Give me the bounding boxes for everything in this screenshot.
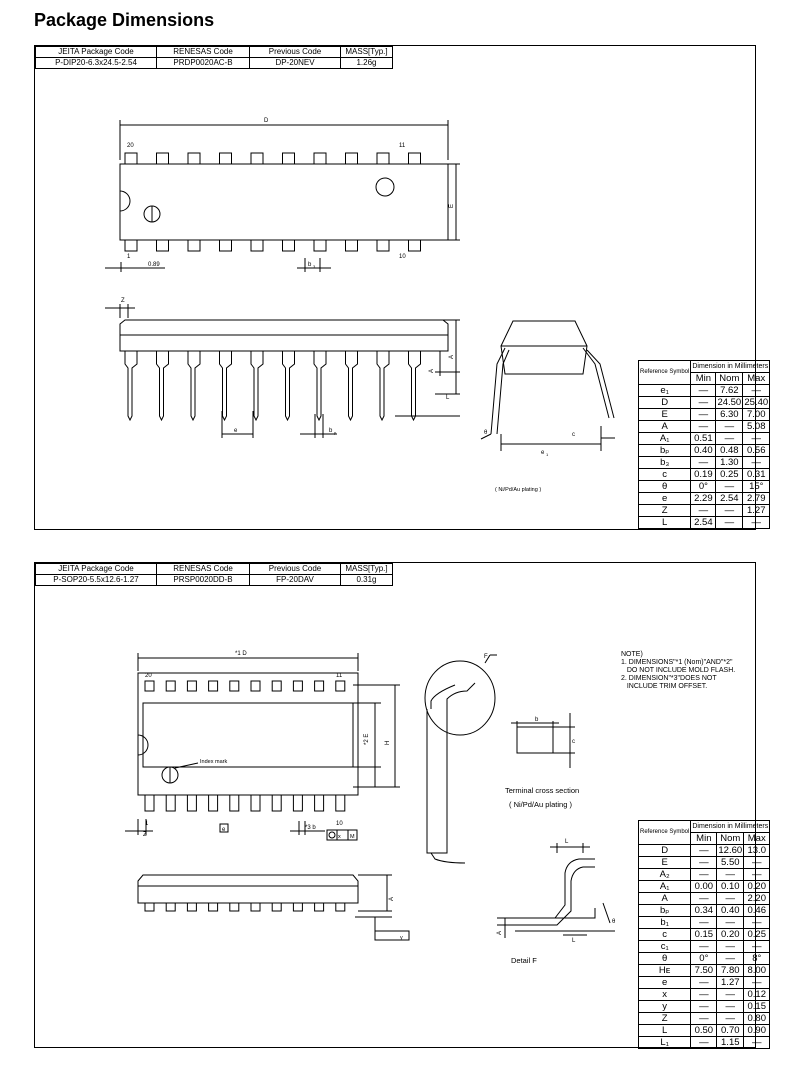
dip-dimension-table (638, 360, 770, 529)
dip-pin1-mark (376, 178, 394, 196)
value-cell: — (744, 941, 770, 953)
symbol-cell: A₂ (639, 869, 691, 881)
value-cell: 0.20 (717, 929, 744, 941)
symbol-cell: A₁ (639, 881, 691, 893)
table-max-header: Max (744, 833, 770, 845)
value-cell: 0.51 (691, 433, 716, 445)
value-cell: 0.20 (744, 881, 770, 893)
sop-pin-top (145, 681, 154, 691)
dip-pin-side (283, 351, 295, 420)
value-cell: 0° (691, 481, 716, 493)
table-row (639, 881, 770, 893)
value-cell: 0.70 (717, 1025, 744, 1037)
dip-pin-bottom (314, 240, 326, 251)
dim-label-A: A (389, 896, 395, 901)
symbol-cell: Z (639, 1013, 691, 1025)
dip-previous-code: DP-20NEV (250, 58, 341, 69)
symbol-cell: A (639, 893, 691, 905)
value-cell: 0.90 (744, 1025, 770, 1037)
sop-jeita-code: P-SOP20-5.5x12.6-1.27 (36, 575, 157, 586)
sop-pin-bottom (145, 795, 154, 811)
value-cell: — (717, 941, 744, 953)
table-min-header: Min (691, 833, 717, 845)
symbol-cell: θ (639, 953, 691, 965)
table-row (639, 869, 770, 881)
value-cell: — (691, 385, 716, 397)
sop-pin-bottom (251, 795, 260, 811)
dim-label-bp: *3 b (305, 825, 316, 831)
sop-pin-top (272, 681, 281, 691)
value-cell: 24.50 (717, 397, 742, 408)
dip-pin-side (125, 351, 137, 420)
value-cell: 5.08 (743, 421, 770, 433)
value-cell: 0.40 (717, 905, 744, 917)
dip-pin-top (125, 153, 137, 164)
table-row (639, 1001, 770, 1013)
value-cell: — (691, 977, 717, 989)
table-row (639, 977, 770, 989)
sop-pin-top (209, 681, 218, 691)
value-cell: — (717, 1013, 744, 1025)
sop-pin-bottom (272, 795, 281, 811)
value-cell: 2.54 (716, 493, 743, 505)
value-cell: — (691, 845, 717, 857)
dip-pin-top (188, 153, 200, 164)
value-cell: 0.19 (691, 469, 716, 481)
table-row (639, 409, 770, 421)
dip-top-body (120, 164, 448, 240)
table-row (639, 917, 770, 929)
value-cell: 0.50 (691, 1025, 717, 1037)
sop-pin-bottom (336, 795, 345, 811)
table-nom-header: Nom (716, 373, 743, 385)
sop-pin-side (209, 903, 218, 911)
sop-pin-top (293, 681, 302, 691)
table-row (639, 953, 770, 965)
value-cell: 13.0 (744, 845, 770, 857)
code-header-jeita: JEITA Package Code (36, 47, 157, 58)
table-ref-header: Reference Symbol (639, 821, 691, 845)
symbol-cell: c (639, 469, 691, 481)
pin-label-10: 10 (336, 821, 343, 827)
value-cell: — (691, 505, 716, 517)
value-cell: — (716, 433, 743, 445)
value-cell: 0° (691, 953, 717, 965)
dip-pin-bottom (125, 240, 137, 251)
value-cell: — (717, 917, 744, 929)
value-cell: — (691, 409, 716, 421)
code-header-previous: Previous Code (250, 47, 341, 58)
sop-pin-side (187, 903, 196, 911)
sop-pin-bottom (187, 795, 196, 811)
dip-pin-top (220, 153, 232, 164)
dip-pin-bottom (283, 240, 295, 251)
dim-label-L1: L (565, 839, 569, 845)
value-cell: 2.79 (743, 493, 770, 505)
dim-label-y: y (400, 935, 403, 941)
dip-pin-side (157, 351, 169, 420)
pin-label-20: 20 (145, 673, 152, 679)
value-cell: — (691, 857, 717, 869)
table-row (639, 893, 770, 905)
dim-label-Z: Z (143, 832, 147, 838)
dim-label-A1: A (497, 930, 503, 935)
value-cell: 25.40 (744, 397, 769, 408)
sop-pin-bottom (209, 795, 218, 811)
value-cell: — (691, 1001, 717, 1013)
value-cell: — (717, 1001, 744, 1013)
symbol-cell: L (639, 1025, 691, 1037)
value-cell: 0.25 (716, 469, 743, 481)
dip-pin-bottom (346, 240, 358, 251)
value-cell: 2.29 (691, 493, 716, 505)
table-row (639, 505, 770, 517)
dim-label-c1: c (572, 739, 575, 745)
sop-pin-side (272, 903, 281, 911)
table-row (639, 905, 770, 917)
value-cell: 1.27 (717, 977, 744, 989)
sop-mass: 0.31g (341, 575, 393, 586)
value-cell: — (743, 433, 770, 445)
value-cell: 0.48 (716, 445, 743, 457)
table-row (639, 493, 770, 505)
dip-pin-side (377, 351, 389, 420)
value-cell: — (743, 517, 770, 529)
value-cell: 2.20 (744, 893, 770, 905)
dim-label-e: e (234, 428, 238, 434)
dip-pin-bottom (188, 240, 200, 251)
dip-pin-side (314, 351, 326, 420)
table-nom-header: Nom (717, 833, 744, 845)
value-cell: — (717, 869, 744, 881)
value-cell: — (716, 517, 743, 529)
symbol-cell: bₚ (639, 905, 691, 917)
table-row (639, 1037, 770, 1049)
value-cell: 15° (743, 481, 770, 493)
value-cell: — (691, 917, 717, 929)
dim-label-E: *2 E (364, 733, 370, 745)
dim-label-L: L (446, 395, 450, 401)
table-min-header: Min (691, 373, 716, 385)
symbol-cell: L₁ (639, 1037, 691, 1049)
table-row (639, 397, 770, 409)
symbol-cell: E (639, 857, 691, 869)
sop-pin-side (251, 903, 260, 911)
symbol-cell: D (639, 845, 691, 857)
value-cell: 0.31 (743, 469, 770, 481)
value-cell: 6.30 (716, 409, 743, 421)
symbol-cell: c (639, 929, 691, 941)
dip-package-panel (34, 45, 769, 530)
value-cell: — (691, 869, 717, 881)
value-cell: — (717, 989, 744, 1001)
sop-previous-code: FP-20DAV (250, 575, 341, 586)
value-cell: — (716, 505, 743, 517)
symbol-cell: e₁ (639, 385, 691, 397)
pin-label-20: 20 (127, 143, 134, 149)
dip-mass: 1.26g (341, 58, 393, 69)
value-cell: — (717, 893, 744, 905)
sop-pin-side (145, 903, 154, 911)
pin-label-1: 1 (145, 821, 149, 827)
dip-renesas-code: PRDP0020AC-B (157, 58, 250, 69)
sop-dimension-table (638, 820, 770, 1049)
value-cell: 0.12 (744, 989, 770, 1001)
dim-label-M: M (350, 834, 355, 840)
symbol-cell: Z (639, 505, 691, 517)
dim-label-Z: Z (121, 298, 125, 304)
sop-pin-top (187, 681, 196, 691)
dim-label-e1: e (541, 450, 545, 456)
table-row (639, 941, 770, 953)
dip-pin-top (377, 153, 389, 164)
symbol-cell: E (639, 409, 691, 421)
detail-f-callout: F (484, 654, 488, 660)
value-cell: 7.62 (716, 385, 743, 397)
table-row (639, 421, 770, 433)
dip-pin-bottom (251, 240, 263, 251)
value-cell: — (744, 977, 770, 989)
sop-note: NOTE) 1. DIMENSIONS"*1 (Nom)"AND"*2" DO NOT INCLUDE MOLD FLASH. 2. DIMENSION"*3"DOES NOT INCLUDE TRIM OFFSET. (621, 651, 736, 690)
value-cell: — (691, 893, 717, 905)
dim-label-E: E (449, 203, 455, 208)
symbol-cell: bₚ (639, 445, 691, 457)
svg-text:1: 1 (546, 452, 549, 457)
pin-label-1: 1 (127, 254, 131, 260)
sop-pin-side (166, 903, 175, 911)
value-cell: — (716, 421, 743, 433)
table-group-header: Dimension in Millimeters (691, 361, 770, 373)
dim-label-A1: A (429, 368, 435, 373)
value-cell: 0.34 (691, 905, 717, 917)
value-cell: 0.15 (744, 1001, 770, 1013)
symbol-cell: Hᴇ (639, 965, 691, 977)
value-cell: — (744, 1037, 770, 1049)
dip-pin-side (409, 351, 421, 420)
value-cell: 0.25 (744, 929, 770, 941)
dip-pin-bottom (377, 240, 389, 251)
value-cell: 0.15 (691, 929, 717, 941)
table-ref-header: Reference Symbol (639, 361, 691, 385)
code-header-mass: MASS[Typ.] (341, 47, 393, 58)
sop-side-body (138, 875, 358, 903)
value-cell: 7.50 (691, 965, 717, 977)
table-row (639, 845, 770, 857)
sop-pin-top (336, 681, 345, 691)
value-cell: 0.56 (743, 445, 770, 457)
dim-label-L: L (572, 938, 576, 944)
symbol-cell: A₁ (639, 433, 691, 445)
value-cell: 1.27 (743, 505, 770, 517)
dip-pin-side (188, 351, 200, 420)
value-cell: 7.00 (743, 409, 770, 421)
sop-pin-top (251, 681, 260, 691)
dim-label-theta: θ (484, 430, 488, 436)
dip-jeita-code: P-DIP20-6.3x24.5-2.54 (36, 58, 157, 69)
sop-renesas-code: PRSP0020DD-B (157, 575, 250, 586)
sop-pin-bottom (293, 795, 302, 811)
symbol-cell: θ (639, 481, 691, 493)
table-row (639, 965, 770, 977)
value-cell: — (743, 457, 770, 469)
dip-pin-top (251, 153, 263, 164)
dip-pin-top (409, 153, 421, 164)
code-header-renesas: RENESAS Code (157, 564, 250, 575)
value-cell: — (744, 917, 770, 929)
terminal-section-label: Terminal cross section (505, 786, 580, 795)
pin-label-11: 11 (399, 143, 406, 149)
dip-notch (120, 191, 130, 211)
dim-label-pitch: 0.89 (148, 262, 160, 268)
dip-pin-bottom (157, 240, 169, 251)
value-cell: — (744, 857, 770, 869)
symbol-cell: b₁ (639, 917, 691, 929)
dim-label-D: *1 D (235, 651, 247, 657)
sop-pin-side (293, 903, 302, 911)
dim-label-theta: θ (612, 919, 616, 925)
symbol-cell: b₃ (639, 457, 691, 469)
code-header-mass: MASS[Typ.] (341, 564, 393, 575)
dim-label-b1: b (535, 717, 539, 723)
sop-pin-bottom (315, 795, 324, 811)
sop-pin-top (230, 681, 239, 691)
index-mark-label: Index mark (200, 759, 228, 765)
sop-pin-bottom (230, 795, 239, 811)
dim-label-HE: H (385, 740, 391, 745)
dip-pin-side (346, 351, 358, 420)
value-cell: 8° (744, 953, 770, 965)
value-cell: — (744, 869, 770, 881)
dim-label-D: D (264, 118, 269, 124)
pin-label-11: 11 (336, 673, 343, 679)
sop-pin-side (336, 903, 345, 911)
table-row (639, 1025, 770, 1037)
value-cell: — (691, 1037, 717, 1049)
symbol-cell: e (639, 493, 691, 505)
terminal-section (517, 727, 553, 753)
dip-dim-labels (121, 118, 575, 493)
value-cell: — (743, 385, 770, 397)
symbol-cell: y (639, 1001, 691, 1013)
value-cell: — (691, 457, 716, 469)
dim-label-c: c (572, 432, 575, 438)
symbol-cell: c₁ (639, 941, 691, 953)
svg-text:p: p (334, 430, 337, 435)
dim-label-bp: b (329, 428, 333, 434)
table-row (639, 1013, 770, 1025)
symbol-cell: D (639, 397, 691, 409)
symbol-cell: L (639, 517, 691, 529)
dip-end-body (501, 321, 587, 374)
value-cell: 7.80 (717, 965, 744, 977)
table-max-header: Max (743, 373, 770, 385)
dim-label-b3: b (308, 262, 312, 268)
dim-label-e: e (222, 827, 226, 833)
sop-pin-bottom (166, 795, 175, 811)
dip-plating-note: ( Ni/Pd/Au plating ) (495, 487, 542, 493)
table-row (639, 857, 770, 869)
table-row (639, 481, 770, 493)
value-cell: — (717, 953, 744, 965)
table-row (639, 445, 770, 457)
sop-pin-top (315, 681, 324, 691)
symbol-cell: A (639, 421, 691, 433)
table-row (639, 929, 770, 941)
dim-label-A: A (449, 354, 455, 359)
symbol-cell: e (639, 977, 691, 989)
dip-pin-top (346, 153, 358, 164)
value-cell: 0.46 (744, 905, 770, 917)
table-row (639, 469, 770, 481)
value-cell: — (691, 989, 717, 1001)
value-cell: 0.40 (691, 445, 716, 457)
table-row (639, 517, 770, 529)
table-row (639, 385, 770, 397)
value-cell: 8.00 (744, 965, 770, 977)
sop-package-panel (34, 562, 769, 1048)
value-cell: 5.50 (717, 857, 744, 869)
dip-pin-top (314, 153, 326, 164)
table-row (639, 433, 770, 445)
dim-label-x: x (338, 834, 341, 840)
value-cell: 0.10 (717, 881, 744, 893)
code-header-previous: Previous Code (250, 564, 341, 575)
dip-pin-bottom (220, 240, 232, 251)
table-row (639, 457, 770, 469)
dip-pin-side (220, 351, 232, 420)
value-cell: — (691, 397, 716, 409)
sop-pin-side (230, 903, 239, 911)
value-cell: — (716, 481, 743, 493)
code-header-jeita: JEITA Package Code (36, 564, 157, 575)
pin-label-10: 10 (399, 254, 406, 260)
dip-pin-bottom (409, 240, 421, 251)
table-row (639, 989, 770, 1001)
value-cell: 0.80 (744, 1013, 770, 1025)
value-cell: 1.30 (716, 457, 743, 469)
sop-pin-side (315, 903, 324, 911)
value-cell: 0.00 (691, 881, 717, 893)
value-cell: 1.15 (717, 1037, 744, 1049)
dip-pin-top (283, 153, 295, 164)
sop-pin-top (166, 681, 175, 691)
page-title: Package Dimensions (34, 10, 215, 30)
table-group-header: Dimension in Millimeters (691, 821, 770, 833)
dip-pin-side (251, 351, 263, 420)
sop-plating-note: ( Ni/Pd/Au plating ) (509, 800, 572, 809)
code-header-renesas: RENESAS Code (157, 47, 250, 58)
value-cell: 12.60 (718, 845, 743, 856)
svg-text:3: 3 (313, 264, 316, 269)
value-cell: 2.54 (691, 517, 716, 529)
detail-f-label: Detail F (511, 956, 537, 965)
dip-pin-top (157, 153, 169, 164)
value-cell: — (691, 941, 717, 953)
value-cell: — (691, 421, 716, 433)
symbol-cell: x (639, 989, 691, 1001)
value-cell: — (691, 1013, 717, 1025)
